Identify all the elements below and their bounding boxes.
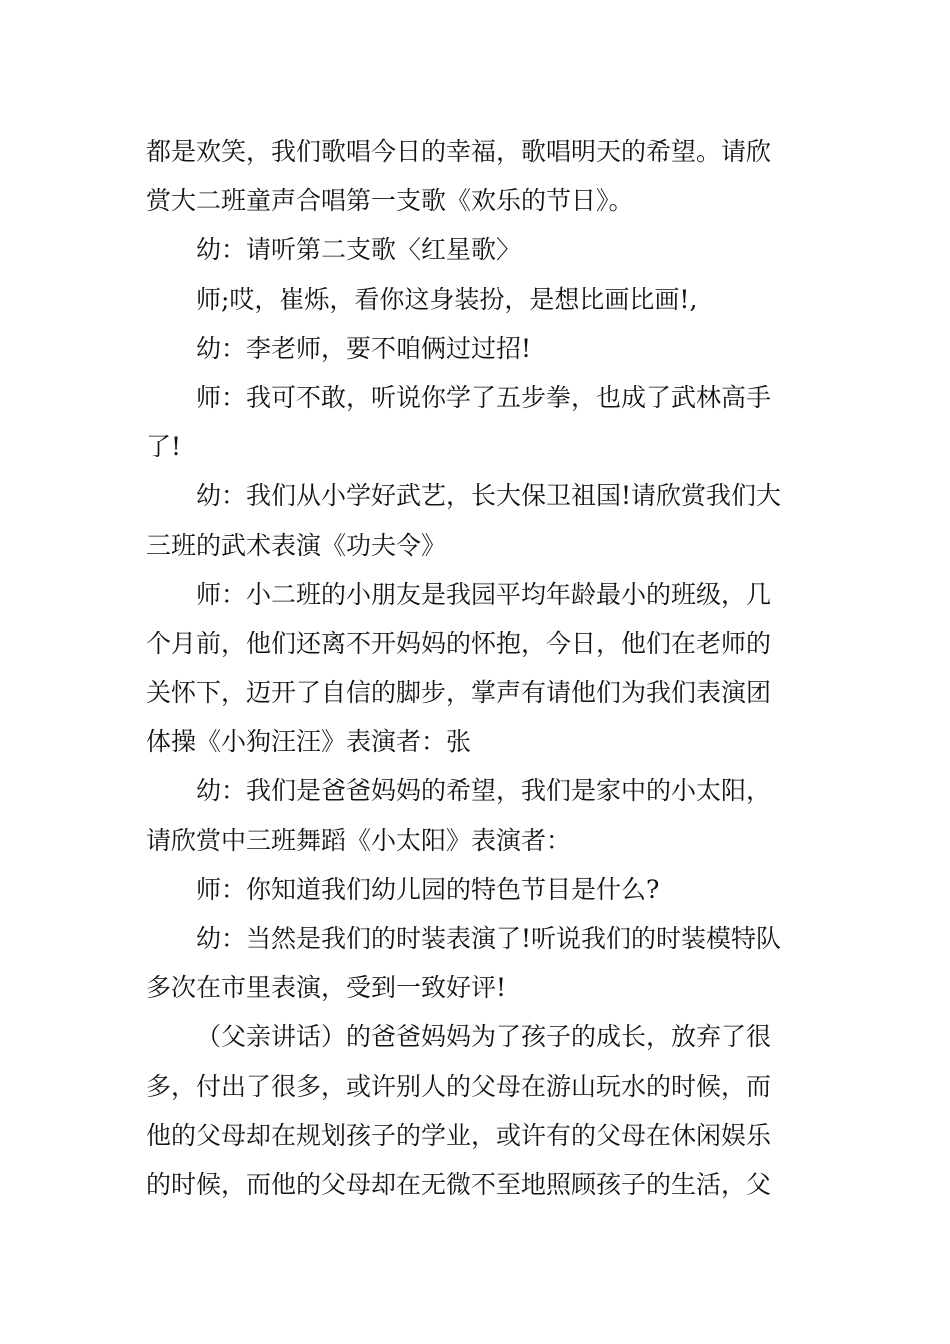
text-line: 个月前，他们还离不开妈妈的怀抱，今日，他们在老师的 bbox=[146, 628, 772, 658]
text-line: 多，付出了很多，或许别人的父母在游山玩水的时候，而 bbox=[146, 1071, 772, 1101]
text-line: 多次在市里表演，受到一致好评! bbox=[146, 973, 507, 1003]
text-line: 体操《小狗汪汪》表演者：张 bbox=[146, 727, 472, 757]
text-line: 幼：请听第二支歌〈红星歌〉 bbox=[196, 235, 522, 265]
text-line: 师：你知道我们幼儿园的特色节目是什么? bbox=[196, 874, 660, 904]
text-line: 幼：我们是爸爸妈妈的希望，我们是家中的小太阳， bbox=[196, 776, 772, 806]
text-line: 幼：我们从小学好武艺，长大保卫祖国!请欣赏我们大 bbox=[196, 481, 782, 511]
text-line: 幼：李老师，要不咱俩过过招! bbox=[196, 333, 532, 363]
text-line: 的时候，而他的父母却在无微不至地照顾孩子的生活，父 bbox=[146, 1169, 772, 1199]
text-line: 师：小二班的小朋友是我园平均年龄最小的班级，几 bbox=[196, 579, 772, 609]
text-line: （父亲讲话）的爸爸妈妈为了孩子的成长，放弃了很 bbox=[196, 1022, 772, 1052]
text-line: 师;哎，崔烁，看你这身装扮，是想比画比画!, bbox=[196, 284, 698, 314]
text-line: 赏大二班童声合唱第一支歌《欢乐的节日》。 bbox=[146, 186, 634, 216]
text-line: 关怀下，迈开了自信的脚步，掌声有请他们为我们表演团 bbox=[146, 678, 772, 708]
text-line: 幼：当然是我们的时装表演了!听说我们的时装模特队 bbox=[196, 924, 782, 953]
document-body bbox=[146, 127, 816, 1209]
text-line: 师：我可不敢，听说你学了五步拳，也成了武林高手 bbox=[196, 382, 772, 412]
text-line: 他的父母却在规划孩子的学业，或许有的父母在休闲娱乐 bbox=[146, 1120, 772, 1150]
text-line: 三班的武术表演《功夫令》 bbox=[146, 530, 447, 560]
text-line: 请欣赏中三班舞蹈《小太阳》表演者： bbox=[146, 825, 572, 855]
text-line: 都是欢笑，我们歌唱今日的幸福，歌唱明天的希望。请欣 bbox=[146, 137, 772, 166]
text-line: 了! bbox=[146, 432, 182, 462]
